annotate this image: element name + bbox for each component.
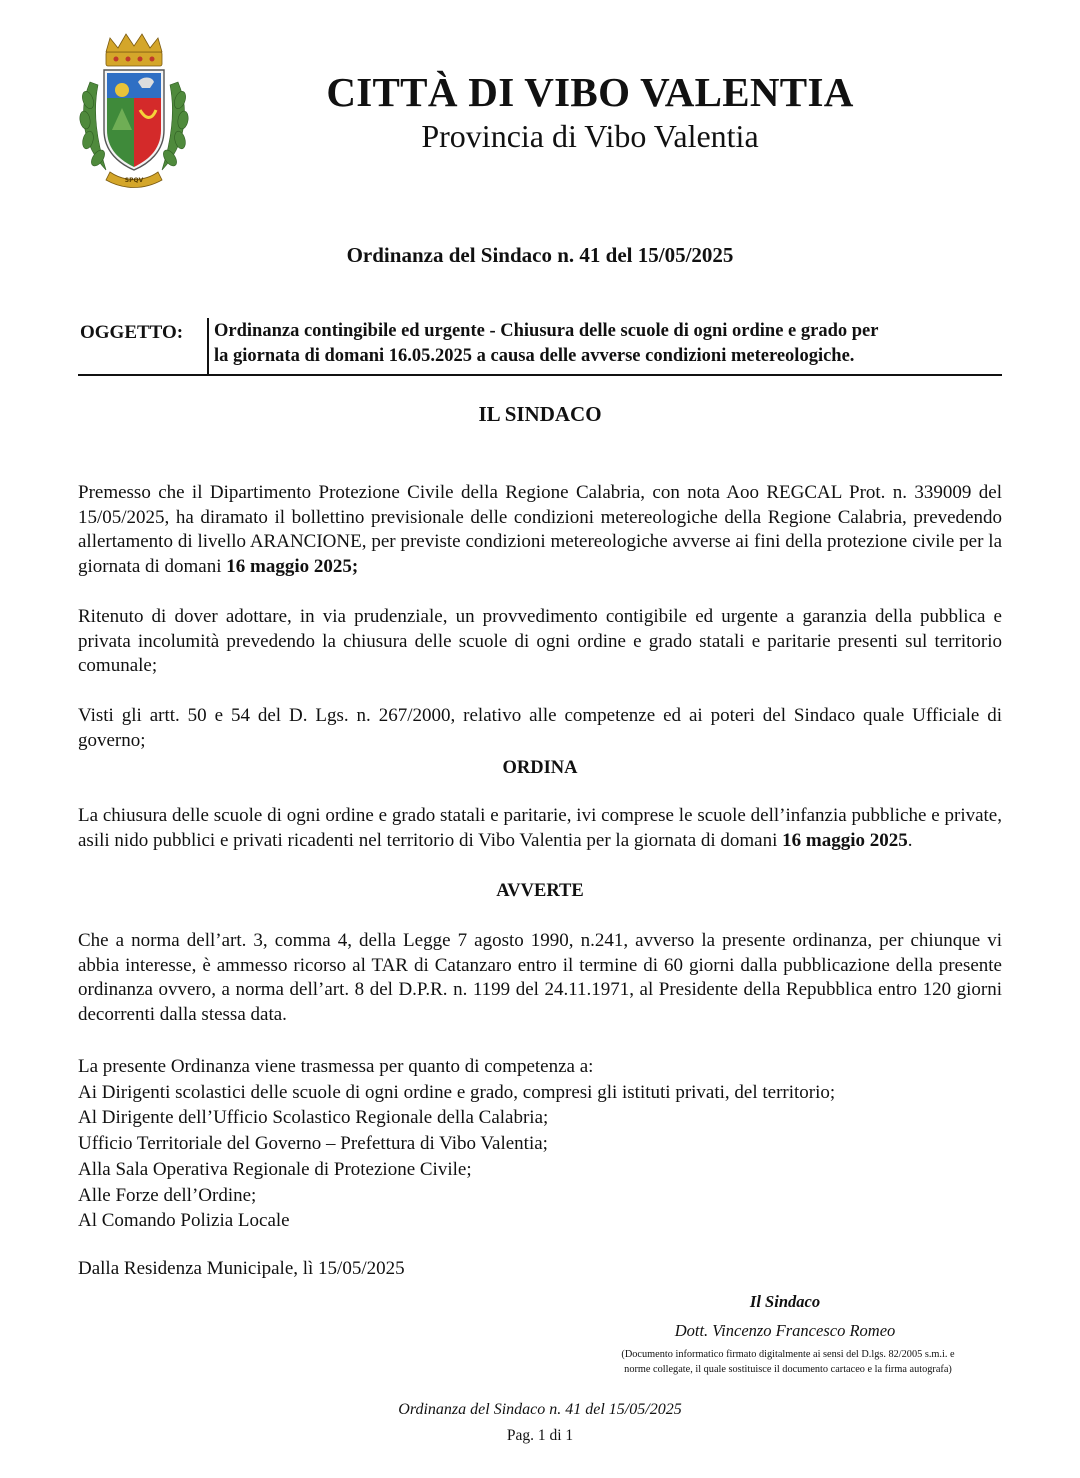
heading-il-sindaco: IL SINDACO [478,402,602,426]
signature-role: Il Sindaco [749,1292,821,1311]
signature-note-line-1: (Documento informatico firmato digitalmente ai sensi del D.lgs. 82/2005 s.m.i. e [621,1349,955,1360]
premesso-date: 16 maggio 2025; [226,556,359,578]
paragraph-visti: Visti gli artt. 50 e 54 del D. Lgs. n. 267/2000, relativo alle competenze ed ai poteri del Sindaco quale Ufficiale di governo; [78,705,1002,751]
premesso-text: Premesso che il Dipartimento Protezione Civile della Regione Calabria, con nota Aoo REGCAL Prot. n. 339009 del 15/05/2025, ha diramato il bollettino previsionale delle condizioni metereologiche della Regione Calabria, prevedendo allertamento di livello ARANCIONE, per previste condizioni metereologiche avverse ai fini della protezione civile per la giornata di domani [78,482,1002,578]
oggetto-box [78,318,1002,376]
list-item: Ufficio Territoriale del Governo – Prefettura di Vibo Valentia; [78,1133,548,1155]
oggetto-line-2: la giornata di domani 16.05.2025 a causa delle avverse condizioni metereologiche. [214,346,855,366]
list-item: Al Comando Polizia Locale [78,1210,290,1232]
ordinance-title: Ordinanza del Sindaco n. 41 del 15/05/2025 [346,243,734,267]
ordina-text: La chiusura delle scuole di ogni ordine e grado statali e paritarie, ivi comprese le scuole dell’infanzia pubbliche e private, asili nido pubblici e privati ricadenti nel territorio di Vibo Valentia per la giornata di domani [78,805,1002,851]
ordina-date: 16 maggio 2025 [782,829,908,851]
digital-signature-note [568,1347,1008,1377]
oggetto-line-1: Ordinanza contingibile ed urgente - Chiusura delle scuole di ogni ordine e grado per [214,321,879,341]
crest-motto: SPQV [124,177,144,184]
transmission-list [78,1054,1008,1234]
list-item: Alle Forze dell’Ordine; [78,1184,257,1206]
list-item: Ai Dirigenti scolastici delle scuole di ogni ordine e grado, compresi gli istituti privati, del territorio; [78,1081,836,1103]
city-crest-logo [76,30,192,190]
paragraph-ordina [78,804,1002,853]
heading-ordina: ORDINA [502,758,578,778]
heading-avverte: AVVERTE [496,881,584,901]
paragraph-premesso [78,481,1002,580]
signature-note-line-2: norme collegate, il quale sostituisce il documento cartaceo e la firma autografa) [624,1364,952,1375]
ordina-end: . [907,829,913,851]
oggetto-divider [207,318,209,374]
paragraph-avverte: Che a norma dell’art. 3, comma 4, della Legge 7 agosto 1990, n.241, avverso la presente ordinanza, per chiunque vi abbia interesse, è ammesso ricorso al TAR di Catanzaro entro il termine di 60 giorni dalla pubblicazione della presente ordinanza ovvero, a norma dell’art. 8 del D.P.R. n. 1199 del 24.11.1971, al Presidente della Repubblica entro 120 giorni decorrenti dalla stessa data. [78,930,1002,1026]
page-number: Pag. 1 di 1 [506,1427,574,1444]
list-item: Alla Sala Operativa Regionale di Protezione Civile; [78,1158,472,1180]
oggetto-label: OGGETTO: [80,322,184,343]
signature-name: Dott. Vincenzo Francesco Romeo [674,1321,896,1340]
province-subtitle: Provincia di Vibo Valentia [421,118,759,154]
list-item: Al Dirigente dell’Ufficio Scolastico Regionale della Calabria; [78,1107,549,1129]
footer-reference: Ordinanza del Sindaco n. 41 del 15/05/2025 [398,1401,682,1418]
place-date: Dalla Residenza Municipale, lì 15/05/2025 [78,1258,405,1279]
paragraph-ritenuto: Ritenuto di dover adottare, in via prudenziale, un provvedimento contigibile ed urgente a garanzia della pubblica e privata incolumità prevedendo la chiusura delle scuole di ogni ordine e grado statali e paritarie presenti sul territorio comunale; [78,606,1002,677]
transmission-intro: La presente Ordinanza viene trasmessa per quanto di competenza a: [78,1056,594,1077]
oggetto-text [214,319,1002,369]
city-title: CITTÀ DI VIBO VALENTIA [326,69,854,115]
